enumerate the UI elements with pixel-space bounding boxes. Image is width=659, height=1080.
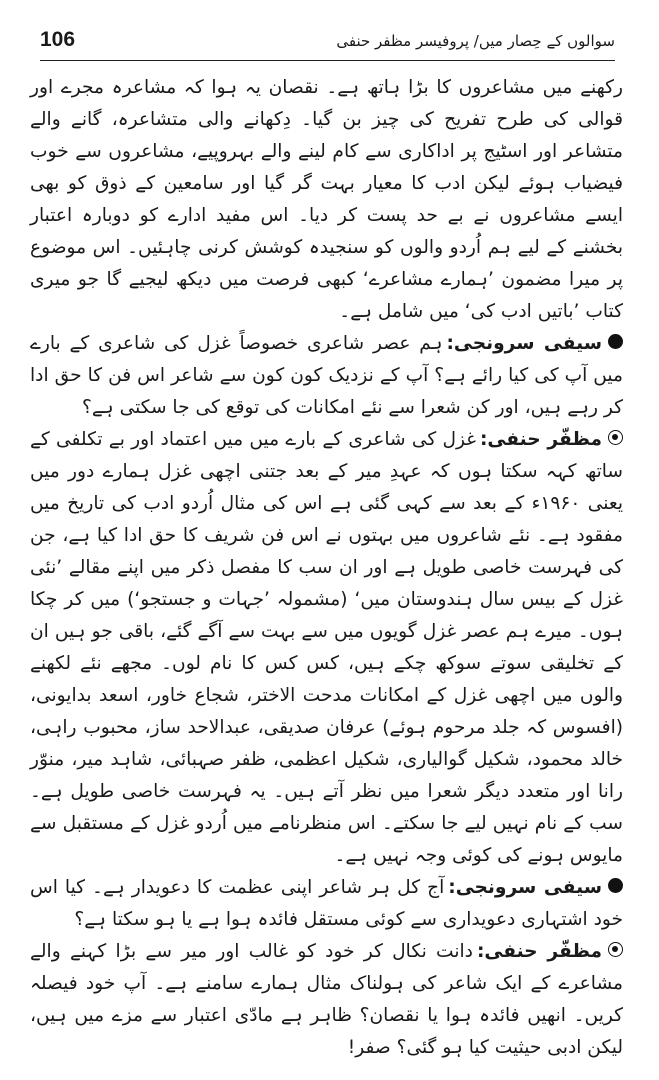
question-marker-icon: [608, 878, 623, 893]
answer-1: [30, 424, 623, 872]
speaker-name: سیفی سرونجی:: [448, 877, 602, 898]
question-text: آج کل ہر شاعر اپنی عظمت کا دعویدار ہے۔ کیا اس خود اشتہاری دعویداری سے کوئی مستقل فائدہ ہوا ہے یا ہو سکتا ہے؟: [30, 877, 623, 930]
running-title: سوالوں کے حِصار میں/ پروفیسر مظفر حنفی: [336, 32, 615, 50]
question-text: ہم عصر شاعری خصوصاً غزل کی شاعری کے بارے میں آپ کی کیا رائے ہے؟ آپ کے نزدیک کون کون سے شاعر اس فن کا حق ادا کر رہے ہیں، اور کن شعرا سے نئے امکانات کی توقع کی جا سکتی ہے؟: [30, 333, 623, 418]
intro-paragraph: رکھنے میں مشاعروں کا بڑا ہاتھ ہے۔ نقصان یہ ہوا کہ مشاعرہ مجرے اور قوالی کی طرح تفریح کی چیز بن گیا۔ دِکھانے والی متشاعرہ، گانے والے متشاعر اور اسٹیج پر اداکاری سے کام لینے والے بہروپیے، مشاعروں سے خوب فیضیاب ہوئے لیکن ادب کا معیار بہت گر گیا اور سامعین کے ذوق کو بھی ایسے مشاعروں نے بے حد پست کر دیا۔ اس مفید ادارے کو دوبارہ اعتبار بخشنے کے لیے ہم اُردو والوں کو سنجیدہ کوشش کرنی چاہئیں۔ اس موضوع پر میرا مضمون ’ہمارے مشاعرے‘ کبھی فرصت میں دیکھ لیجیے گا جو میری کتاب ’باتیں ادب کی‘ میں شامل ہے۔: [30, 77, 623, 322]
question-1: [30, 328, 623, 424]
answer-2: [30, 936, 623, 1064]
question-marker-icon: [608, 334, 623, 349]
answer-marker-icon: [608, 942, 623, 957]
speaker-name: مظفّر حنفی:: [476, 941, 603, 962]
question-2: [30, 872, 623, 936]
answer-text: غزل کی شاعری کے بارے میں میں اعتماد اور بے تکلفی کے ساتھ کہہ سکتا ہوں کہ عہدِ میر کے بعد جتنی اچھی غزل ہمارے دور میں یعنی ۱۹۶۰ء کے بعد سے کہی گئی ہے اس کی مثال اُردو ادب کی تاریخ میں مفقود ہے۔ نئے شاعروں میں بہتوں نے اس فن شریف کا حق ادا کیا ہے، جن کی فہرست خاصی طویل ہے اور ان سب کا مفصل ذکر میں اپنے مقالے ’نئی غزل کے بیس سال ہندوستان میں‘ (مشمولہ ’جہات و جستجو‘) میں کر چکا ہوں۔ میرے ہم عصر غزل گویوں میں سے بہت سے آگے گئے، باقی جو ہیں ان کے تخلیقی سوتے سوکھ چکے ہیں، کس کس کا نام لوں۔ مجھے نئے لکھنے والوں میں اچھی غزل کے امکانات مدحت الاختر، شجاع خاور، اسعد بدایونی، (افسوس کہ جلد مرحوم ہوئے) عرفان صدیقی، عبدالاحد ساز، محبوب راہی، خالد محمود، شکیل گوالیاری، شکیل اعظمی، ظفر صہبائی، شاہد میر، منوّر رانا اور متعدد دیگر شعرا میں نظر آتے ہیں۔ یہ فہرست خاصی طویل ہے۔ سب کے نام نہیں لیے جا سکتے۔ اس منظرنامے میں اُردو غزل کے مستقبل سے مایوس ہونے کی کوئی وجہ نہیں ہے۔: [30, 429, 624, 866]
answer-text: دانت نکال کر خود کو غالب اور میر سے بڑا کہنے والے مشاعرے کے ایک شاعر کی ہولناک مثال ہمارے سامنے ہے۔ آپ خود فیصلہ کریں۔ انھیں فائدہ ہوا یا نقصان؟ ظاہر ہے مادّی اعتبار سے مزے میں ہیں، لیکن ادبی حیثیت کیا ہو گئی؟ صفر!: [30, 941, 623, 1058]
speaker-name: مظفّر حنفی:: [479, 429, 603, 450]
answer-marker-icon: [608, 430, 623, 445]
page-header: [40, 28, 615, 61]
page-number: 106: [40, 28, 76, 51]
body-text: [30, 72, 623, 1064]
speaker-name: سیفی سرونجی:: [446, 333, 602, 354]
